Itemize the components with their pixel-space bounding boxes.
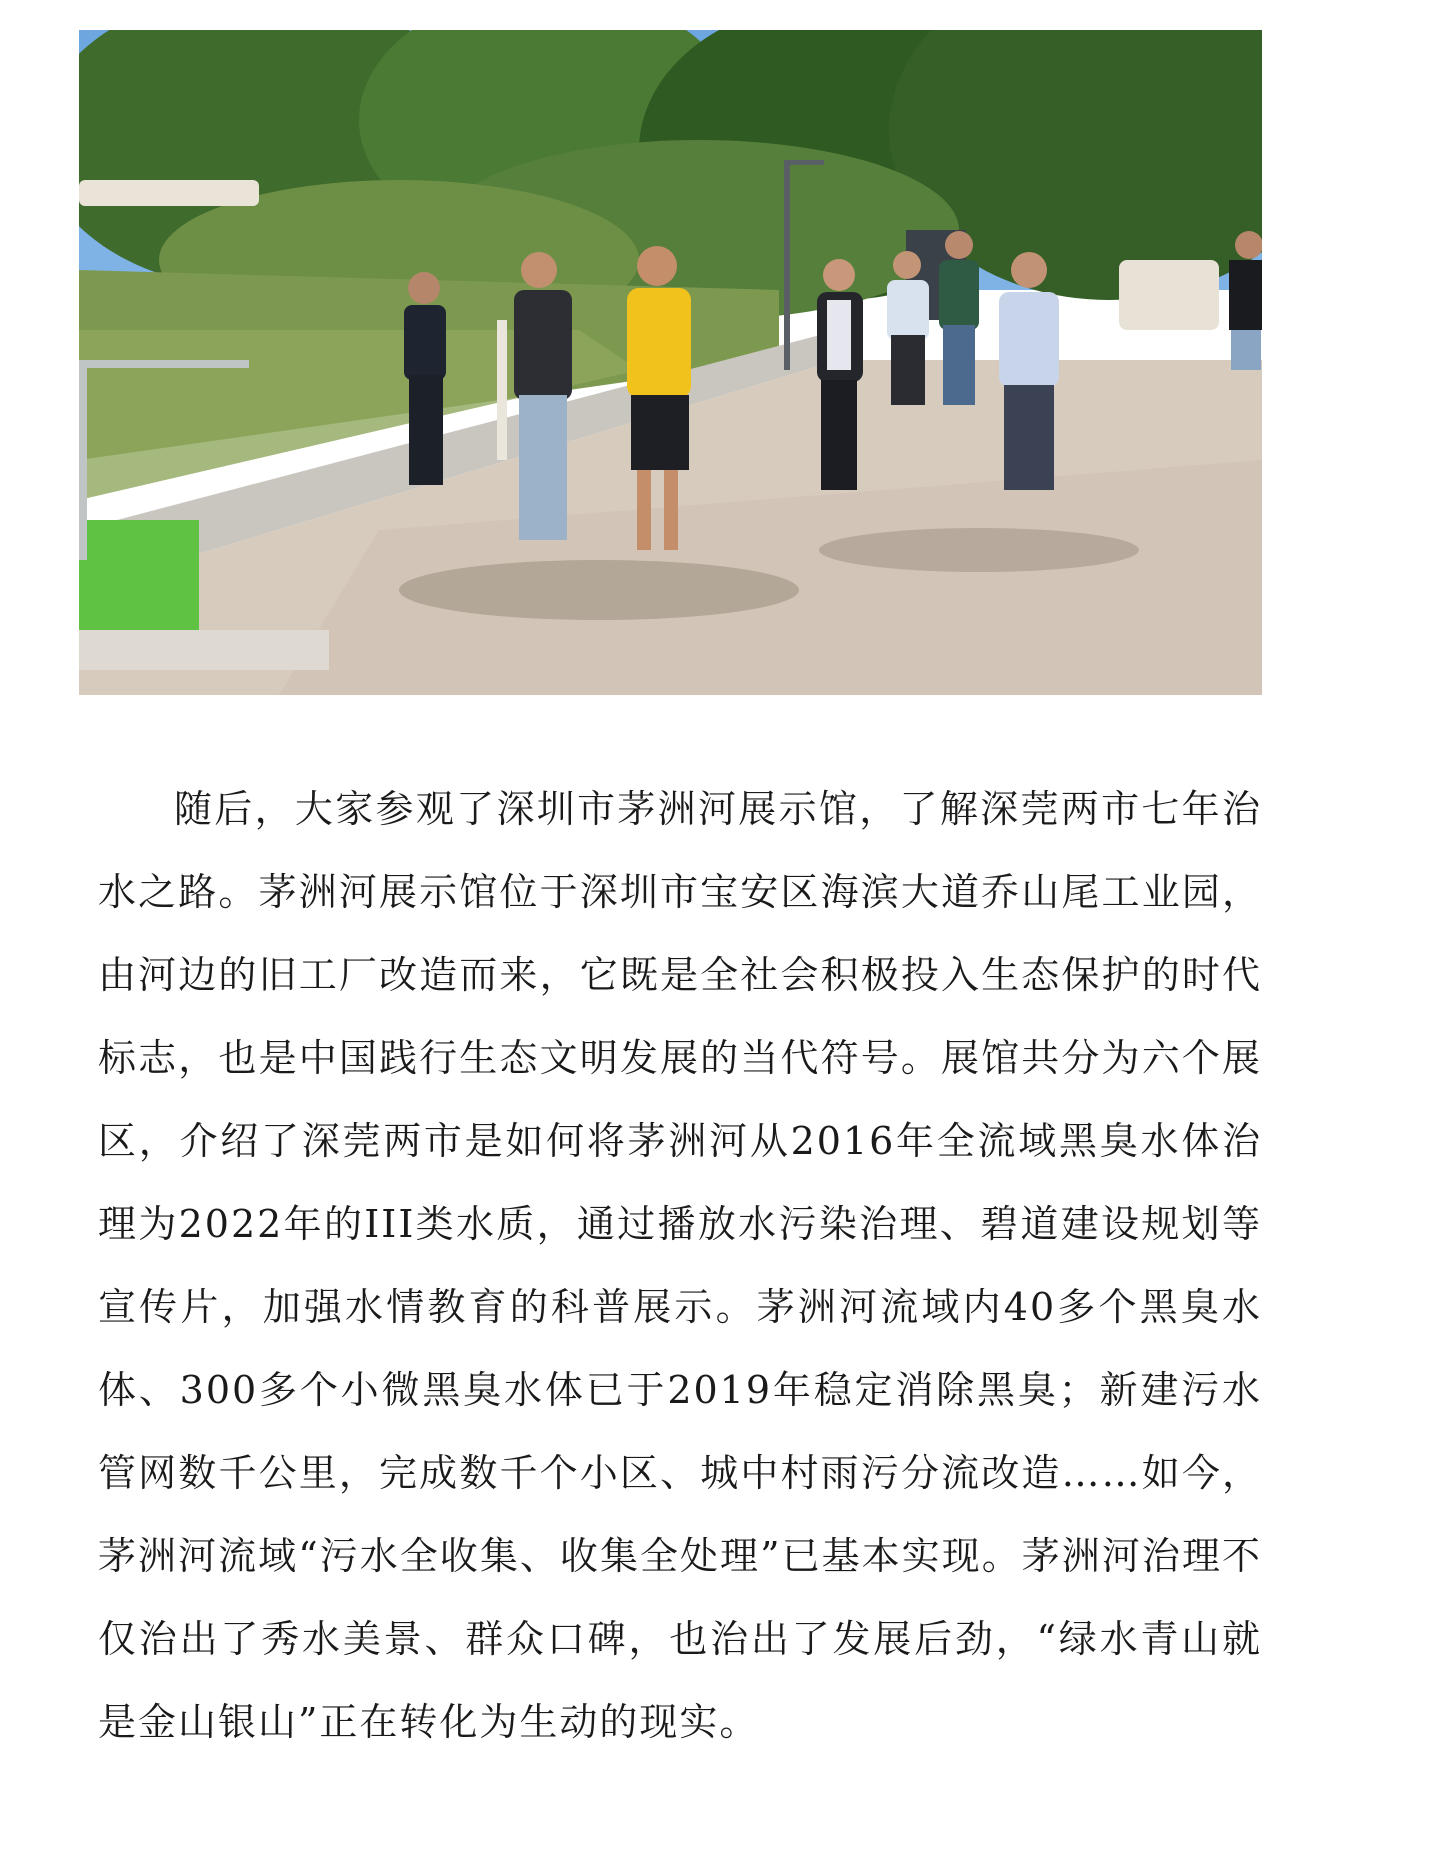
article-paragraph: 随后，大家参观了深圳市茅洲河展示馆，了解深莞两市七年治水之路。茅洲河展示馆位于深圳市宝安区海滨大道乔山尾工业园，由河边的旧工厂改造而来，它既是全社会积极投入生态保护的时代标志，也是中国践行生态文明发展的当代符号。展馆共分为六个展区，介绍了深莞两市是如何将茅洲河从2016年全流域黑臭水体治理为2022年的III类水质，通过播放水污染治理、碧道建设规划等宣传片，加强水情教育的科普展示。茅洲河流域内40多个黑臭水体、300多个小微黑臭水体已于2019年稳定消除黑臭；新建污水管网数千公里，完成数千个小区、城中村雨污分流改造……如今，茅洲河流域“污水全收集、收集全处理”已基本实现。茅洲河治理不仅治出了秀水美景、群众口碑，也治出了发展后劲，“绿水青山就是金山银山”正在转化为生动的现实。 <box>98 787 1262 1744</box>
lamp-post <box>784 160 790 370</box>
cart-roof <box>79 180 259 206</box>
photo-illustration <box>79 30 1262 695</box>
site-visit-photo <box>79 30 1262 695</box>
article-body <box>98 768 1262 1764</box>
bus <box>1119 260 1219 330</box>
